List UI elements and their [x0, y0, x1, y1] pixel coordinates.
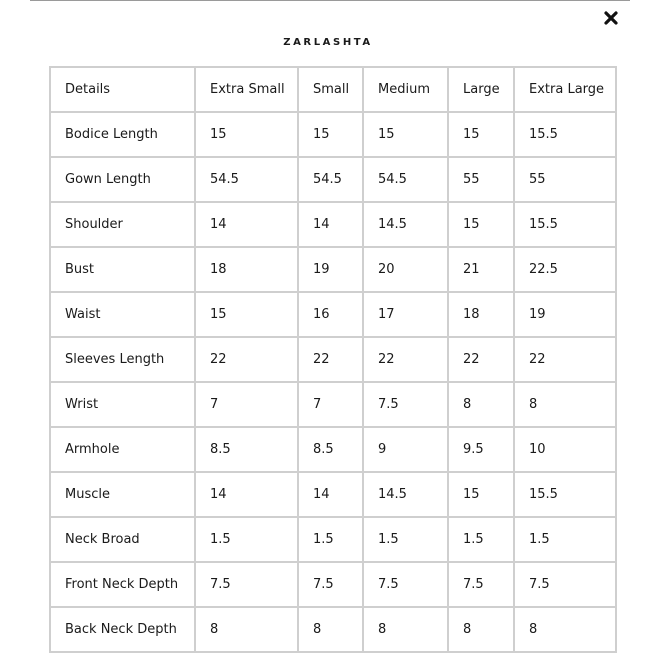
cell-large: 15	[449, 113, 513, 156]
cell-large: 22	[449, 338, 513, 381]
table-row	[51, 203, 615, 246]
cell-large: 9.5	[449, 428, 513, 471]
cell-extra-large: 8	[515, 383, 615, 426]
cell-small: 8	[299, 608, 362, 651]
cell-extra-small: 14	[196, 473, 297, 516]
cell-small: 7	[299, 383, 362, 426]
cell-small: 19	[299, 248, 362, 291]
cell-large: 8	[449, 383, 513, 426]
cell-large: 8	[449, 608, 513, 651]
cell-large: 21	[449, 248, 513, 291]
cell-small: 8.5	[299, 428, 362, 471]
cell-detail: Neck Broad	[51, 518, 194, 561]
cell-extra-large: 22.5	[515, 248, 615, 291]
table-row	[51, 158, 615, 201]
header-extra-small: Extra Small	[196, 68, 297, 111]
cell-extra-large: 19	[515, 293, 615, 336]
cell-extra-large: 1.5	[515, 518, 615, 561]
cell-detail: Bodice Length	[51, 113, 194, 156]
cell-detail: Muscle	[51, 473, 194, 516]
table-row	[51, 383, 615, 426]
cell-detail: Back Neck Depth	[51, 608, 194, 651]
cell-extra-small: 18	[196, 248, 297, 291]
cell-large: 15	[449, 203, 513, 246]
cell-extra-small: 14	[196, 203, 297, 246]
cell-extra-large: 10	[515, 428, 615, 471]
cell-detail: Bust	[51, 248, 194, 291]
header-medium: Medium	[364, 68, 447, 111]
cell-medium: 8	[364, 608, 447, 651]
table-row	[51, 518, 615, 561]
table-row	[51, 113, 615, 156]
cell-small: 15	[299, 113, 362, 156]
table-row	[51, 608, 615, 651]
header-extra-large: Extra Large	[515, 68, 615, 111]
cell-detail: Wrist	[51, 383, 194, 426]
cell-medium: 7.5	[364, 383, 447, 426]
cell-detail: Sleeves Length	[51, 338, 194, 381]
cell-extra-small: 7	[196, 383, 297, 426]
cell-small: 16	[299, 293, 362, 336]
cell-detail: Armhole	[51, 428, 194, 471]
table-header-row	[51, 68, 615, 111]
cell-extra-large: 15.5	[515, 113, 615, 156]
cell-medium: 14.5	[364, 203, 447, 246]
table-row	[51, 563, 615, 606]
cell-medium: 54.5	[364, 158, 447, 201]
cell-medium: 1.5	[364, 518, 447, 561]
close-button[interactable]	[599, 6, 623, 30]
table-row	[51, 473, 615, 516]
table-row	[51, 428, 615, 471]
cell-large: 1.5	[449, 518, 513, 561]
table-row	[51, 248, 615, 291]
cell-extra-large: 55	[515, 158, 615, 201]
cell-medium: 7.5	[364, 563, 447, 606]
size-chart-table	[49, 66, 617, 653]
cell-medium: 20	[364, 248, 447, 291]
cell-extra-large: 15.5	[515, 473, 615, 516]
cell-large: 7.5	[449, 563, 513, 606]
cell-small: 22	[299, 338, 362, 381]
cell-extra-large: 8	[515, 608, 615, 651]
cell-small: 1.5	[299, 518, 362, 561]
cell-extra-small: 54.5	[196, 158, 297, 201]
cell-medium: 15	[364, 113, 447, 156]
cell-extra-small: 1.5	[196, 518, 297, 561]
cell-extra-small: 15	[196, 113, 297, 156]
cell-extra-small: 15	[196, 293, 297, 336]
cell-detail: Gown Length	[51, 158, 194, 201]
cell-large: 18	[449, 293, 513, 336]
brand-title: ZARLASHTA	[283, 37, 373, 48]
cell-large: 55	[449, 158, 513, 201]
cell-medium: 22	[364, 338, 447, 381]
close-x-icon[interactable]	[604, 11, 618, 25]
cell-detail: Front Neck Depth	[51, 563, 194, 606]
cell-extra-small: 7.5	[196, 563, 297, 606]
cell-small: 7.5	[299, 563, 362, 606]
top-divider	[30, 0, 630, 1]
cell-detail: Shoulder	[51, 203, 194, 246]
cell-medium: 9	[364, 428, 447, 471]
cell-small: 14	[299, 203, 362, 246]
header-small: Small	[299, 68, 362, 111]
header-large: Large	[449, 68, 513, 111]
header-details: Details	[51, 68, 194, 111]
cell-detail: Waist	[51, 293, 194, 336]
table-row	[51, 338, 615, 381]
cell-extra-large: 22	[515, 338, 615, 381]
cell-extra-large: 15.5	[515, 203, 615, 246]
cell-small: 54.5	[299, 158, 362, 201]
cell-extra-large: 7.5	[515, 563, 615, 606]
cell-small: 14	[299, 473, 362, 516]
table-row	[51, 293, 615, 336]
cell-extra-small: 22	[196, 338, 297, 381]
cell-medium: 17	[364, 293, 447, 336]
cell-large: 15	[449, 473, 513, 516]
cell-extra-small: 8	[196, 608, 297, 651]
cell-extra-small: 8.5	[196, 428, 297, 471]
cell-medium: 14.5	[364, 473, 447, 516]
